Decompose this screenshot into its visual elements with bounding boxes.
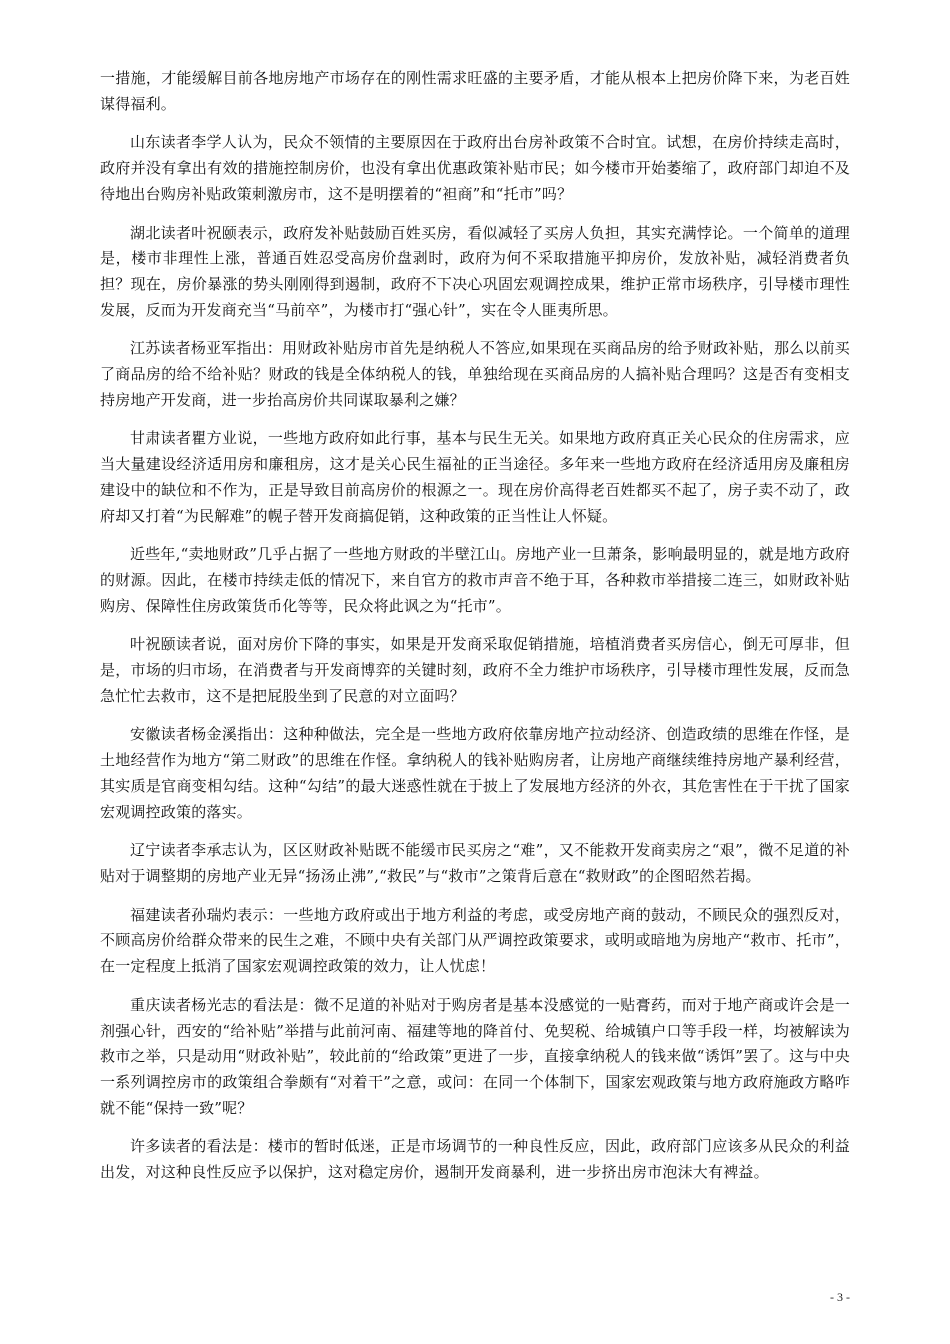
paragraph-many-readers: 许多读者的看法是：楼市的暂时低迷，正是市场调节的一种良性反应，因此，政府部门应该多从民众的利益出发，对这种良性反应予以保护，这对稳定房价，遏制开发商暴利，进一步挤出房市泡沫大有裨益。 — [100, 1137, 850, 1182]
paragraph-shandong-reader: 山东读者李学人认为，民众不领情的主要原因在于政府出台房补政策不合时宜。试想，在房价持续走高时，政府并没有拿出有效的措施控制房价，也没有拿出优惠政策补贴市民；如今楼市开始萎缩了，政府部门却迫不及待地出台购房补贴政策刺激房市，这不是明摆着的“袒商”和“托市”吗？ — [100, 133, 850, 203]
paragraph-land-finance: 近些年,“卖地财政”几乎占据了一些地方财政的半壁江山。房地产业一旦萧条，影响最明显的，就是地方政府的财源。因此，在楼市持续走低的情况下，来自官方的救市声音不绝于耳，各种救市举措接二连三，如财政补贴购房、保障性住房政策货币化等等，民众将此讽之为“托市”。 — [100, 545, 850, 615]
paragraph-ye-zhuyi-reader: 叶祝颐读者说，面对房价下降的事实，如果是开发商采取促销措施，培植消费者买房信心，倒无可厚非，但是，市场的归市场，在消费者与开发商博弈的关键时刻，政府不全力维护市场秩序，引导楼市理性发展，反而急急忙忙去救市，这不是把屁股坐到了民意的对立面吗？ — [100, 635, 850, 705]
paragraph-gansu-reader: 甘肃读者瞿方业说，一些地方政府如此行事，基本与民生无关。如果地方政府真正关心民众的住房需求，应当大量建设经济适用房和廉租房，这才是关心民生福祉的正当途径。多年来一些地方政府在经济适用房及廉租房建设中的缺位和不作为，正是导致目前高房价的根源之一。现在房价高得老百姓都买不起了，房子卖不动了，政府却又打着“为民解难”的幌子替开发商搞促销，这种政策的正当性让人怀疑。 — [100, 429, 850, 525]
paragraph-chongqing-reader: 重庆读者杨光志的看法是：微不足道的补贴对于购房者是基本没感觉的一贴膏药，而对于地产商或许会是一剂强心针，西安的“给补贴”举措与此前河南、福建等地的降首付、免契税、给城镇户口等手段一样，均被解读为救市之举，只是动用“财政补贴”，较此前的“给政策”更进了一步，直接拿纳税人的钱来做“诱饵”罢了。这与中央一系列调控房市的政策组合拳颇有“对着干”之意，或问：在同一个体制下，国家宏观政策与地方政府施政方略咋就不能“保持一致”呢？ — [100, 995, 850, 1117]
paragraph-jiangsu-reader: 江苏读者杨亚军指出：用财政补贴房市首先是纳税人不答应,如果现在买商品房的给予财政补贴，那么以前买了商品房的给不给补贴？财政的钱是全体纳税人的钱，单独给现在买商品房的人搞补贴合理吗？这是否有变相支持房地产开发商，进一步抬高房价共同谋取暴利之嫌？ — [100, 339, 850, 409]
paragraph-liaoning-reader: 辽宁读者李承志认为，区区财政补贴既不能缓市民买房之“难”，又不能救开发商卖房之“艰”，微不足道的补贴对于调整期的房地产业无异“扬汤止沸”,“救民”与“救市”之策背后意在“救财政”的企图昭然若揭。 — [100, 841, 850, 885]
paragraph-fujian-reader: 福建读者孙瑞灼表示：一些地方政府或出于地方利益的考虑，或受房地产商的鼓动，不顾民众的强烈反对，不顾高房价给群众带来的民生之难，不顾中央有关部门从严调控政策要求，或明或暗地为房地产“救市、托市”，在一定程度上抵消了国家宏观调控政策的效力，让人忧虑！ — [100, 905, 850, 976]
paragraph-anhui-reader: 安徽读者杨金溪指出：这种种做法，完全是一些地方政府依靠房地产拉动经济、创造政绩的思维在作怪，是土地经营作为地方“第二财政”的思维在作怪。拿纳税人的钱补贴购房者，让房地产商继续维持房地产暴利经营，其实质是官商变相勾结。这种“勾结”的最大迷惑性就在于披上了发展地方经济的外衣，其危害性在于干扰了国家宏观调控政策的落实。 — [100, 725, 850, 821]
page-number: - 3 - — [830, 1290, 850, 1304]
paragraph-continuation: 一措施，才能缓解目前各地房地产市场存在的刚性需求旺盛的主要矛盾，才能从根本上把房价降下来，为老百姓谋得福利。 — [100, 69, 850, 113]
document-body — [100, 66, 850, 1199]
paragraph-hubei-reader: 湖北读者叶祝颐表示，政府发补贴鼓励百姓买房，看似减轻了买房人负担，其实充满悖论。一个简单的道理是，楼市非理性上涨，普通百姓忍受高房价盘剥时，政府为何不采取措施平抑房价，发放补贴，减轻消费者负担？现在，房价暴涨的势头刚刚得到遏制，政府不下决心巩固宏观调控成果，维护正常市场秩序，引导楼市理性发展，反而为开发商充当“马前卒”，为楼市打“强心针”，实在令人匪夷所思。 — [100, 223, 850, 319]
